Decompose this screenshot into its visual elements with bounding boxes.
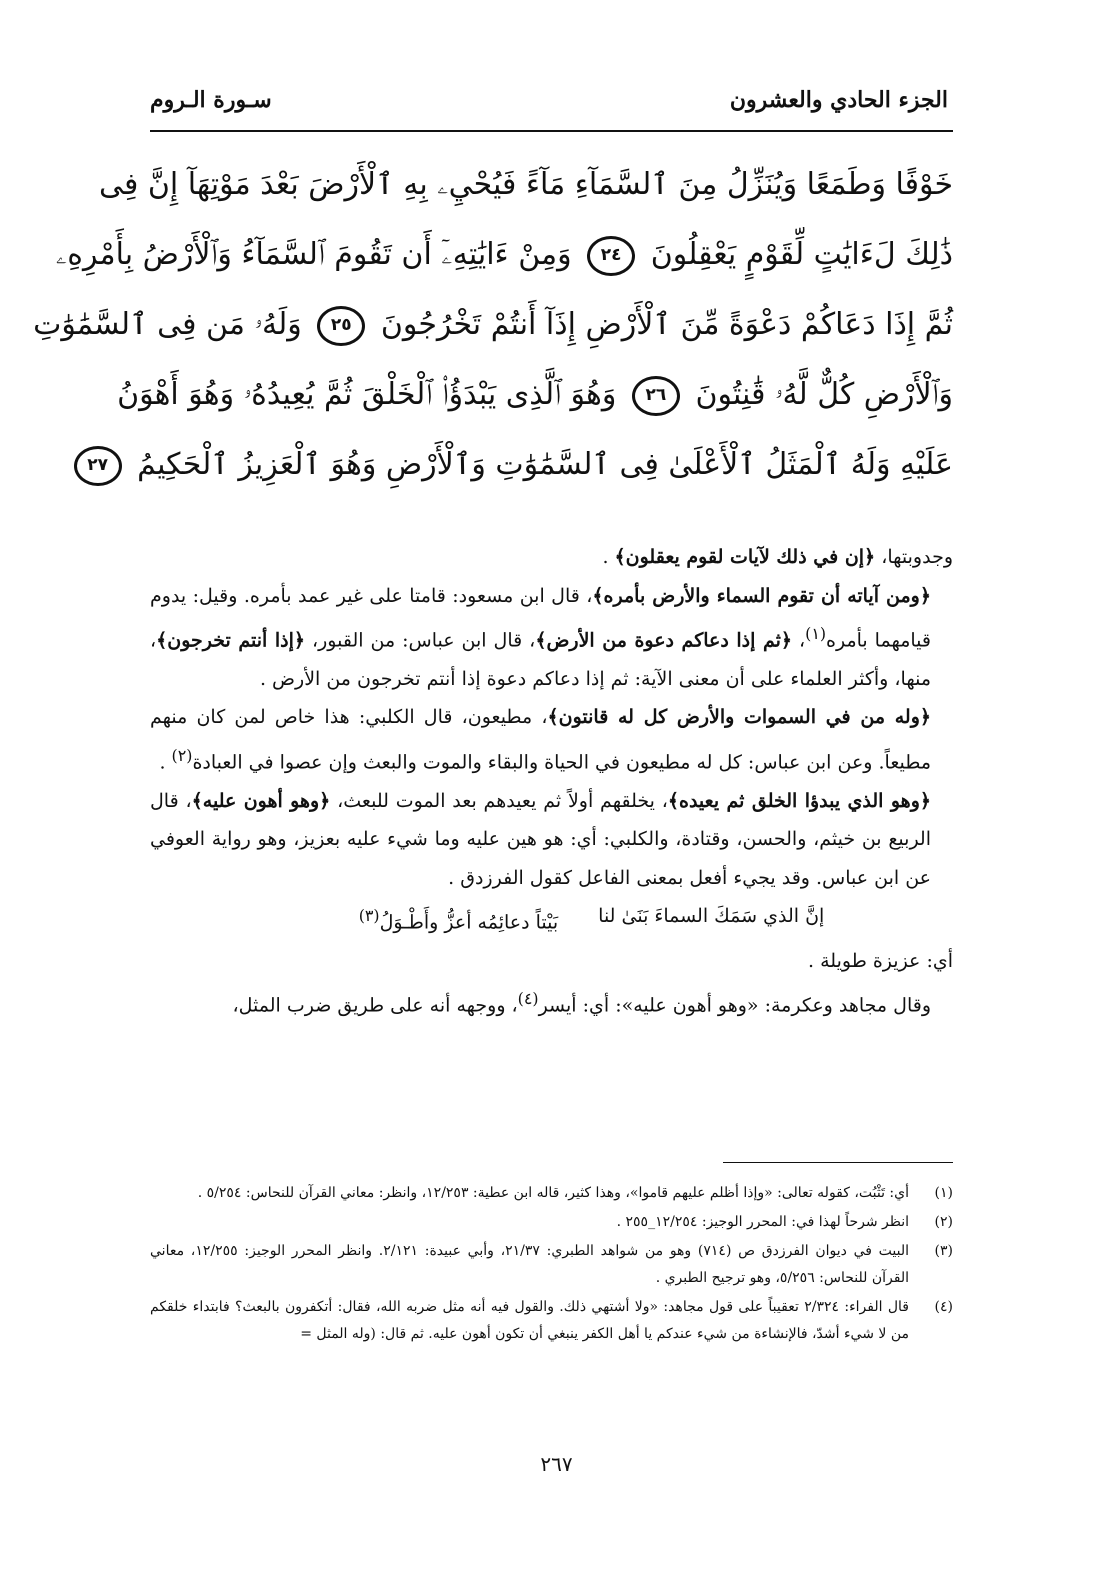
ayah-number-marker: ٢٥ <box>317 306 365 346</box>
commentary-body <box>150 538 953 1025</box>
commentary-paragraph: ﴿ومن آياته أن تقوم السماء والأرض بأمره﴾، قال ابن مسعود: قامتا على غير عمد بأمره. وقيل: يدوم قيامهما بأمره$^{(١)}$، ﴿ثم إذا دعاكم دعوة من الأرض﴾، قال ابن عباس: من القبور، ﴿إذا أنتم تخرجون﴾، منها، وأكثر العلماء على أن معنى الآية: ثم إذا دعاكم دعوة إذا أنتم تخرجون من الأرض . <box>150 584 931 690</box>
quoted-verse: ﴿ثم إذا دعاكم دعوة من الأرض﴾ <box>535 629 793 652</box>
juz-title: الجزء الحادي والعشرون <box>729 87 948 113</box>
commentary-paragraph: وجدوبتها، ﴿إن في ذلك لآيات لقوم يعقلون﴾ . <box>602 546 953 568</box>
footnote-text: انظر شرحاً لهذا في: المحرر الوجيز: ١٢/٢٥٤_٢٥٥ . <box>616 1214 909 1230</box>
commentary-paragraph: أي: عزيزة طويلة . <box>808 949 953 972</box>
quoted-verse: ﴿وهو أهون عليه﴾ <box>191 789 331 812</box>
footnote-text: أي: تَثْبُت، كقوله تعالى: «وإذا أظلم عليهم قاموا»، وهذا كثير، قاله ابن عطية: ١٢/٢٥٣، وانظر: معاني القرآن للنحاس: ٥/٢٥٤ . <box>197 1185 909 1201</box>
footnotes <box>150 1180 953 1350</box>
verse-text: وَلَهُۥ مَن فِى ٱلسَّمَٰوَٰتِ <box>33 307 302 342</box>
footnote-number: (٣) <box>934 1243 953 1259</box>
quoted-verse: ﴿وهو الذي يبدؤا الخلق ثم يعيده﴾ <box>667 789 931 812</box>
footnote-item <box>150 1238 953 1292</box>
verse-text: ذَٰلِكَ لَءَايَٰتٍ لِّقَوْمٍ يَعْقِلُونَ <box>650 237 953 272</box>
footnote-ref[interactable]: (٣) <box>358 906 380 926</box>
verse-text: ثُمَّ إِذَا دَعَاكُمْ دَعْوَةً مِّنَ ٱلْأَرْضِ إِذَآ أَنتُمْ تَخْرُجُونَ <box>380 307 953 342</box>
verse-line-3 <box>33 290 953 360</box>
footnote-item <box>150 1209 953 1236</box>
footnote-item <box>150 1294 953 1348</box>
footnote-ref[interactable]: (١) <box>805 624 827 643</box>
quoted-verse: ﴿إذا أنتم تخرجون﴾ <box>156 629 306 652</box>
verse-text: وَمِنْ ءَايَٰتِهِۦٓ أَن تَقُومَ ٱلسَّمَآءُ وَٱلْأَرْضُ بِأَمْرِهِۦ <box>55 237 572 272</box>
ayah-number-marker: ٢٤ <box>587 236 635 276</box>
footnote-divider <box>723 1162 953 1163</box>
verse-text: وَٱلْأَرْضِ كُلٌّ لَّهُۥ قَٰنِتُونَ <box>695 377 953 412</box>
poem-hemistich-2: بَيْتاً دعائِمُه أعزُّ وأَطْـوَلُ$^{(٣)}$ <box>358 906 559 934</box>
verse-text: خَوْفًا وَطَمَعًا وَيُنَزِّلُ مِنَ ٱلسَّمَآءِ مَآءً فَيُحْيِۦ بِهِ ٱلْأَرْضَ بَعْدَ مَوْتِهَآ إِنَّ فِى <box>98 167 953 202</box>
surah-title: سـورة الـروم <box>150 87 272 113</box>
commentary-paragraph: ﴿وله من في السموات والأرض كل له قانتون﴾، مطيعون، قال الكلبي: هذا خاص لمن كان منهم مطيعاً. وعن ابن عباس: كل له مطيعون في الحياة والبقاء والموت والبعث وإن عصوا في العبادة$^{(٢)}$ . <box>150 706 931 774</box>
ayah-number-marker: ٢٧ <box>74 446 122 486</box>
footnote-number: (١) <box>934 1185 953 1201</box>
verse-line-4 <box>117 360 953 430</box>
quoted-verse: ﴿وله من في السموات والأرض كل له قانتون﴾ <box>547 706 931 729</box>
page-number: ٢٦٧ <box>540 1452 573 1476</box>
header-divider <box>150 130 953 132</box>
poem-hemistich-1: إنَّ الذي سَمَكَ السماءَ بَنَىٰ لنا <box>598 905 825 928</box>
verse-line-5 <box>87 430 953 500</box>
quran-verses <box>33 150 953 500</box>
footnote-text: البيت في ديوان الفرزدق ص (٧١٤) وهو من شواهد الطبري: ٢١/٣٧، وأبي عبيدة: ٢/١٢١. وانظر المحرر الوجيز: ١٢/٢٥٥، معاني القرآن للنحاس: ٥/٢٥٦، وهو ترجيح الطبري . <box>150 1243 910 1286</box>
footnote-number: (٢) <box>934 1214 953 1230</box>
ayah-number-marker: ٢٦ <box>632 376 680 416</box>
footnote-ref[interactable]: (٢) <box>171 745 193 765</box>
footnote-ref[interactable]: (٤) <box>517 989 539 1009</box>
poetry-verse <box>150 897 953 942</box>
footnote-item <box>150 1180 953 1207</box>
verse-text: وَهُوَ ٱلَّذِى يَبْدَؤُا۟ ٱلْخَلْقَ ثُمَّ يُعِيدُهُۥ وَهُوَ أَهْوَنُ <box>117 377 617 412</box>
commentary-paragraph: ﴿وهو الذي يبدؤا الخلق ثم يعيده﴾، يخلقهم أولاً ثم يعيدهم بعد الموت للبعث، ﴿وهو أهون عليه﴾، قال الربيع بن خيثم، والحسن، وقتادة، والكلبي: أي: هو هين عليه وما شيء عليه بعزيز، وهو رواية العوفي عن ابن عباس. وقد يجيء أفعل بمعنى الفاعل كقول الفرزدق . <box>150 789 931 889</box>
quoted-verse: ﴿إن في ذلك لآيات لقوم يعقلون﴾ <box>614 546 876 568</box>
verse-line-1 <box>98 150 953 220</box>
footnote-number: (٤) <box>934 1299 953 1315</box>
verse-line-2 <box>55 220 953 290</box>
running-header <box>150 80 948 120</box>
commentary-paragraph: وقال مجاهد وعكرمة: «وهو أهون عليه»: أي: أيسر$^{(٤)}$، ووجهه أنه على طريق ضرب المثل، <box>232 989 931 1017</box>
verse-text: عَلَيْهِ وَلَهُ ٱلْمَثَلُ ٱلْأَعْلَىٰ فِى ٱلسَّمَٰوَٰتِ وَٱلْأَرْضِ وَهُوَ ٱلْعَزِيزُ ٱلْحَكِيمُ <box>137 447 953 482</box>
quoted-verse: ﴿ومن آياته أن تقوم السماء والأرض بأمره﴾ <box>592 584 931 607</box>
footnote-text: قال الفراء: ٢/٣٢٤ تعقيباً على قول مجاهد: «ولا أشتهي ذلك. والقول فيه أنه مثل ضربه الله، فقال: أتكفرون بالبعث؟ فابتداء خلقكم من لا شيء أشدّ، فالإنشاءة من شيء عندكم يا أهل الكفر ينبغي أن تكون أهون عليه. ثم قال: (وله المثل = <box>150 1299 909 1342</box>
